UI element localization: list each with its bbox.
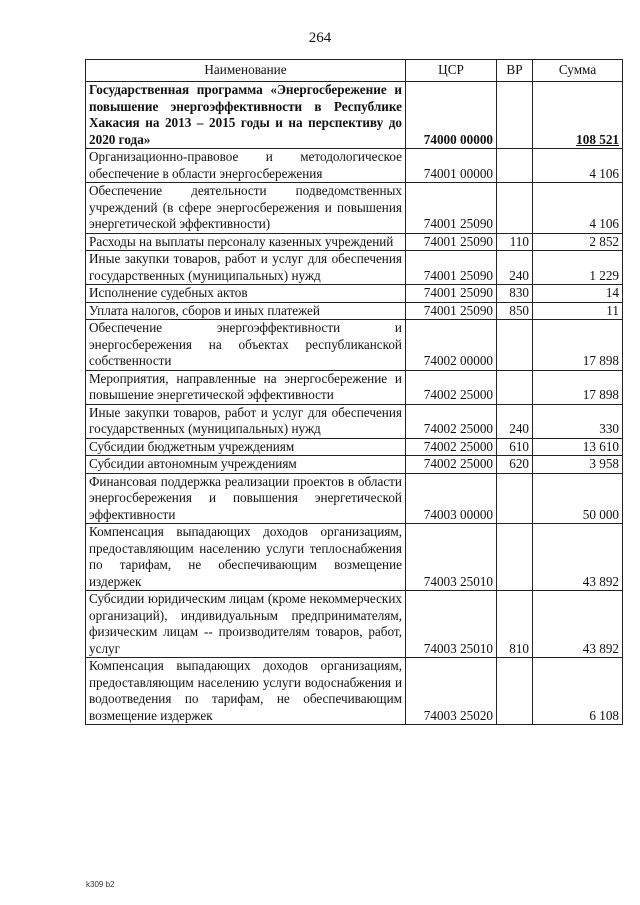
row-csr-cell: 74003 25010 (406, 524, 497, 591)
table-row (86, 285, 623, 303)
row-name-cell: Обеспечение энергоэффективности и энергосбережения на объектах республиканской собственности (86, 320, 406, 371)
row-csr-cell: 74002 25000 (406, 456, 497, 474)
table-row (86, 591, 623, 658)
row-vr-cell (497, 473, 533, 524)
table-header-row (86, 60, 623, 82)
row-sum-cell: 17 898 (533, 370, 623, 404)
row-csr-cell: 74003 25020 (406, 658, 497, 725)
row-sum-cell: 17 898 (533, 320, 623, 371)
column-header-name: Наименование (86, 60, 406, 82)
row-sum-cell: 13 610 (533, 438, 623, 456)
row-name-cell: Уплата налогов, сборов и иных платежей (86, 302, 406, 320)
row-vr-cell: 240 (497, 404, 533, 438)
row-sum-cell: 330 (533, 404, 623, 438)
row-csr-cell: 74001 00000 (406, 149, 497, 183)
column-header-csr: ЦСР (406, 60, 497, 82)
row-name-cell: Расходы на выплаты персоналу казенных учреждений (86, 233, 406, 251)
row-vr-cell (497, 183, 533, 234)
table-row (86, 438, 623, 456)
table-row (86, 82, 623, 149)
row-vr-cell (497, 524, 533, 591)
row-vr-cell (497, 658, 533, 725)
table-row (86, 320, 623, 371)
row-sum-cell: 108 521 (533, 82, 623, 149)
row-sum-cell: 3 958 (533, 456, 623, 474)
row-vr-cell: 850 (497, 302, 533, 320)
row-name-cell: Иные закупки товаров, работ и услуг для обеспечения государственных (муниципальных) нужд (86, 404, 406, 438)
table-row (86, 233, 623, 251)
row-name-cell: Государственная программа «Энергосбережение и повышение энергоэффективности в Республике Хакасия на 2013 – 2015 годы и на перспективу до 2020 года» (86, 82, 406, 149)
row-vr-cell (497, 320, 533, 371)
table-body (86, 82, 623, 725)
row-sum-cell: 6 108 (533, 658, 623, 725)
row-sum-cell: 2 852 (533, 233, 623, 251)
row-csr-cell: 74001 25090 (406, 183, 497, 234)
row-csr-cell: 74001 25090 (406, 251, 497, 285)
row-csr-cell: 74002 00000 (406, 320, 497, 371)
row-name-cell: Субсидии юридическим лицам (кроме некоммерческих организаций), индивидуальным предпринимателям, физическим лицам -- производителям товаров, работ, услуг (86, 591, 406, 658)
row-vr-cell: 610 (497, 438, 533, 456)
row-csr-cell: 74003 25010 (406, 591, 497, 658)
table-row (86, 251, 623, 285)
row-name-cell: Исполнение судебных актов (86, 285, 406, 303)
row-vr-cell (497, 82, 533, 149)
table-row (86, 524, 623, 591)
table-row (86, 404, 623, 438)
row-sum-cell: 43 892 (533, 591, 623, 658)
row-name-cell: Компенсация выпадающих доходов организациям, предоставляющим населению услуги водоснабжения и водоотведения по тарифам, не обеспечивающим возмещение издержек (86, 658, 406, 725)
table-row (86, 183, 623, 234)
row-sum-cell: 1 229 (533, 251, 623, 285)
row-vr-cell: 110 (497, 233, 533, 251)
row-name-cell: Субсидии бюджетным учреждениям (86, 438, 406, 456)
row-vr-cell: 810 (497, 591, 533, 658)
column-header-sum: Сумма (533, 60, 623, 82)
page-number: 264 (308, 30, 332, 46)
row-sum-cell: 50 000 (533, 473, 623, 524)
row-csr-cell: 74000 00000 (406, 82, 497, 149)
row-name-cell: Субсидии автономным учреждениям (86, 456, 406, 474)
row-vr-cell (497, 149, 533, 183)
table-row (86, 149, 623, 183)
row-vr-cell: 620 (497, 456, 533, 474)
row-csr-cell: 74001 25090 (406, 302, 497, 320)
row-csr-cell: 74003 00000 (406, 473, 497, 524)
row-name-cell: Финансовая поддержка реализации проектов в области энергосбережения и повышения энергетической эффективности (86, 473, 406, 524)
row-csr-cell: 74001 25090 (406, 233, 497, 251)
row-csr-cell: 74002 25000 (406, 370, 497, 404)
row-name-cell: Мероприятия, направленные на энергосбережение и повышение энергетической эффективности (86, 370, 406, 404)
row-name-cell: Иные закупки товаров, работ и услуг для обеспечения государственных (муниципальных) нужд (86, 251, 406, 285)
row-sum-cell: 4 106 (533, 149, 623, 183)
row-vr-cell: 830 (497, 285, 533, 303)
row-csr-cell: 74002 25000 (406, 438, 497, 456)
footer-code: k309 b2 (86, 880, 115, 889)
row-name-cell: Компенсация выпадающих доходов организациям, предоставляющим населению услуги теплоснабжения по тарифам, не обеспечивающим возмещение издержек (86, 524, 406, 591)
row-sum-cell: 14 (533, 285, 623, 303)
row-vr-cell: 240 (497, 251, 533, 285)
row-csr-cell: 74002 25000 (406, 404, 497, 438)
budget-table (85, 59, 623, 725)
table-row (86, 456, 623, 474)
table-row (86, 658, 623, 725)
row-sum-cell: 11 (533, 302, 623, 320)
table-row (86, 370, 623, 404)
row-name-cell: Организационно-правовое и методологическое обеспечение в области энергосбережения (86, 149, 406, 183)
row-sum-cell: 4 106 (533, 183, 623, 234)
column-header-vr: ВР (497, 60, 533, 82)
table-row (86, 473, 623, 524)
table-row (86, 302, 623, 320)
row-vr-cell (497, 370, 533, 404)
row-sum-cell: 43 892 (533, 524, 623, 591)
row-name-cell: Обеспечение деятельности подведомственных учреждений (в сфере энергосбережения и повышения энергетической эффективности) (86, 183, 406, 234)
row-csr-cell: 74001 25090 (406, 285, 497, 303)
